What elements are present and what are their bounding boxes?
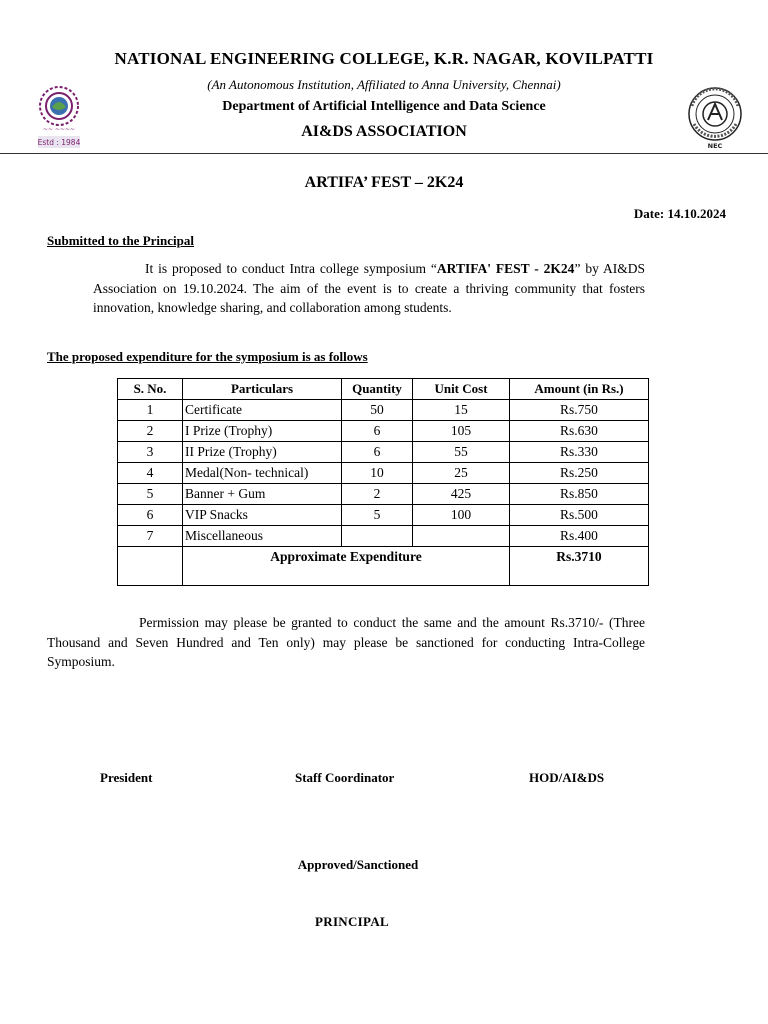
table-row (118, 526, 649, 547)
table-row (118, 442, 649, 463)
header-quantity: Quantity (342, 379, 413, 400)
association-name: AI&DS ASSOCIATION (301, 123, 467, 140)
signature-president: President (100, 770, 153, 785)
approved-sanctioned-label: Approved/Sanctioned (297, 857, 419, 872)
expenditure-table (117, 378, 649, 586)
cell-unit-cost: 25 (413, 463, 510, 484)
table-total-row (118, 547, 649, 586)
header-particulars: Particulars (183, 379, 342, 400)
cell-amount: Rs.850 (510, 484, 649, 505)
cell-particulars: II Prize (Trophy) (183, 442, 342, 463)
cell-particulars: Miscellaneous (183, 526, 342, 547)
cell-quantity: 5 (342, 505, 413, 526)
header-unit-cost: Unit Cost (413, 379, 510, 400)
total-label: Approximate Expenditure (183, 547, 510, 586)
logo-nec-text: NEC (707, 142, 723, 150)
cell-sno: 4 (118, 463, 183, 484)
table-header-row (118, 379, 649, 400)
cell-unit-cost: 55 (413, 442, 510, 463)
signature-staff-coordinator: Staff Coordinator (295, 770, 395, 785)
cell-unit-cost: 105 (413, 421, 510, 442)
college-name: NATIONAL ENGINEERING COLLEGE, K.R. NAGAR, KOVILPATTI (114, 49, 654, 68)
permission-paragraph (47, 613, 645, 672)
proposal-text-part2: ” by AI&DS Association on 19.10.2024. The aim of the event is to create a thriving community that fosters innovation, knowledge sharing, and collaboration among students. (93, 261, 645, 315)
department-name: Department of Artificial Intelligence and Data Science (222, 99, 546, 114)
cell-sno: 7 (118, 526, 183, 547)
table-row (118, 484, 649, 505)
cell-particulars: Banner + Gum (183, 484, 342, 505)
college-affiliation: (An Autonomous Institution, Affiliated to Anna University, Chennai) (207, 77, 561, 92)
cell-particulars: I Prize (Trophy) (183, 421, 342, 442)
cell-quantity: 6 (342, 421, 413, 442)
cell-sno: 2 (118, 421, 183, 442)
cell-particulars: Certificate (183, 400, 342, 421)
cell-unit-cost (413, 526, 510, 547)
cell-unit-cost: 425 (413, 484, 510, 505)
cell-amount: Rs.250 (510, 463, 649, 484)
logo-estd-text: Estd : 1984 (37, 138, 81, 147)
cell-particulars: VIP Snacks (183, 505, 342, 526)
total-amount: Rs.3710 (510, 547, 649, 586)
table-row (118, 463, 649, 484)
header-sno: S. No. (118, 379, 183, 400)
cell-sno: 6 (118, 505, 183, 526)
header-amount: Amount (in Rs.) (510, 379, 649, 400)
expenditure-heading: The proposed expenditure for the symposium is as follows (47, 349, 368, 364)
cell-sno: 1 (118, 400, 183, 421)
header-divider (0, 153, 768, 154)
cell-quantity (342, 526, 413, 547)
cell-amount: Rs.330 (510, 442, 649, 463)
cell-sno: 3 (118, 442, 183, 463)
cell-quantity: 6 (342, 442, 413, 463)
total-empty-cell (118, 547, 183, 586)
cell-sno: 5 (118, 484, 183, 505)
event-title: ARTIFA’ FEST – 2K24 (304, 174, 464, 191)
signature-principal: PRINCIPAL (315, 914, 389, 929)
cell-particulars: Medal(Non- technical) (183, 463, 342, 484)
proposal-paragraph (93, 259, 645, 318)
submitted-to-heading: Submitted to the Principal (47, 233, 194, 248)
permission-text: Permission may please be granted to conduct the same and the amount Rs.3710/- (Three Thousand and Seven Hundred and Ten only) may please be sanctioned for conducting Intra-College Symposium. (47, 615, 645, 669)
cell-quantity: 50 (342, 400, 413, 421)
cell-amount: Rs.630 (510, 421, 649, 442)
proposal-text-part1: It is proposed to conduct Intra college symposium “ (145, 261, 437, 276)
cell-quantity: 10 (342, 463, 413, 484)
cell-unit-cost: 15 (413, 400, 510, 421)
cell-amount: Rs.500 (510, 505, 649, 526)
signature-hod: HOD/AI&DS (529, 770, 605, 785)
cell-amount: Rs.750 (510, 400, 649, 421)
proposal-event-name: ARTIFA' FEST - 2K24 (436, 261, 575, 276)
cell-unit-cost: 100 (413, 505, 510, 526)
cell-quantity: 2 (342, 484, 413, 505)
cell-amount: Rs.400 (510, 526, 649, 547)
table-row (118, 421, 649, 442)
svg-text:~~ ~~~~: ~~ ~~~~ (42, 126, 76, 133)
table-row (118, 505, 649, 526)
table-row (118, 400, 649, 421)
document-date: Date: 14.10.2024 (633, 206, 726, 221)
